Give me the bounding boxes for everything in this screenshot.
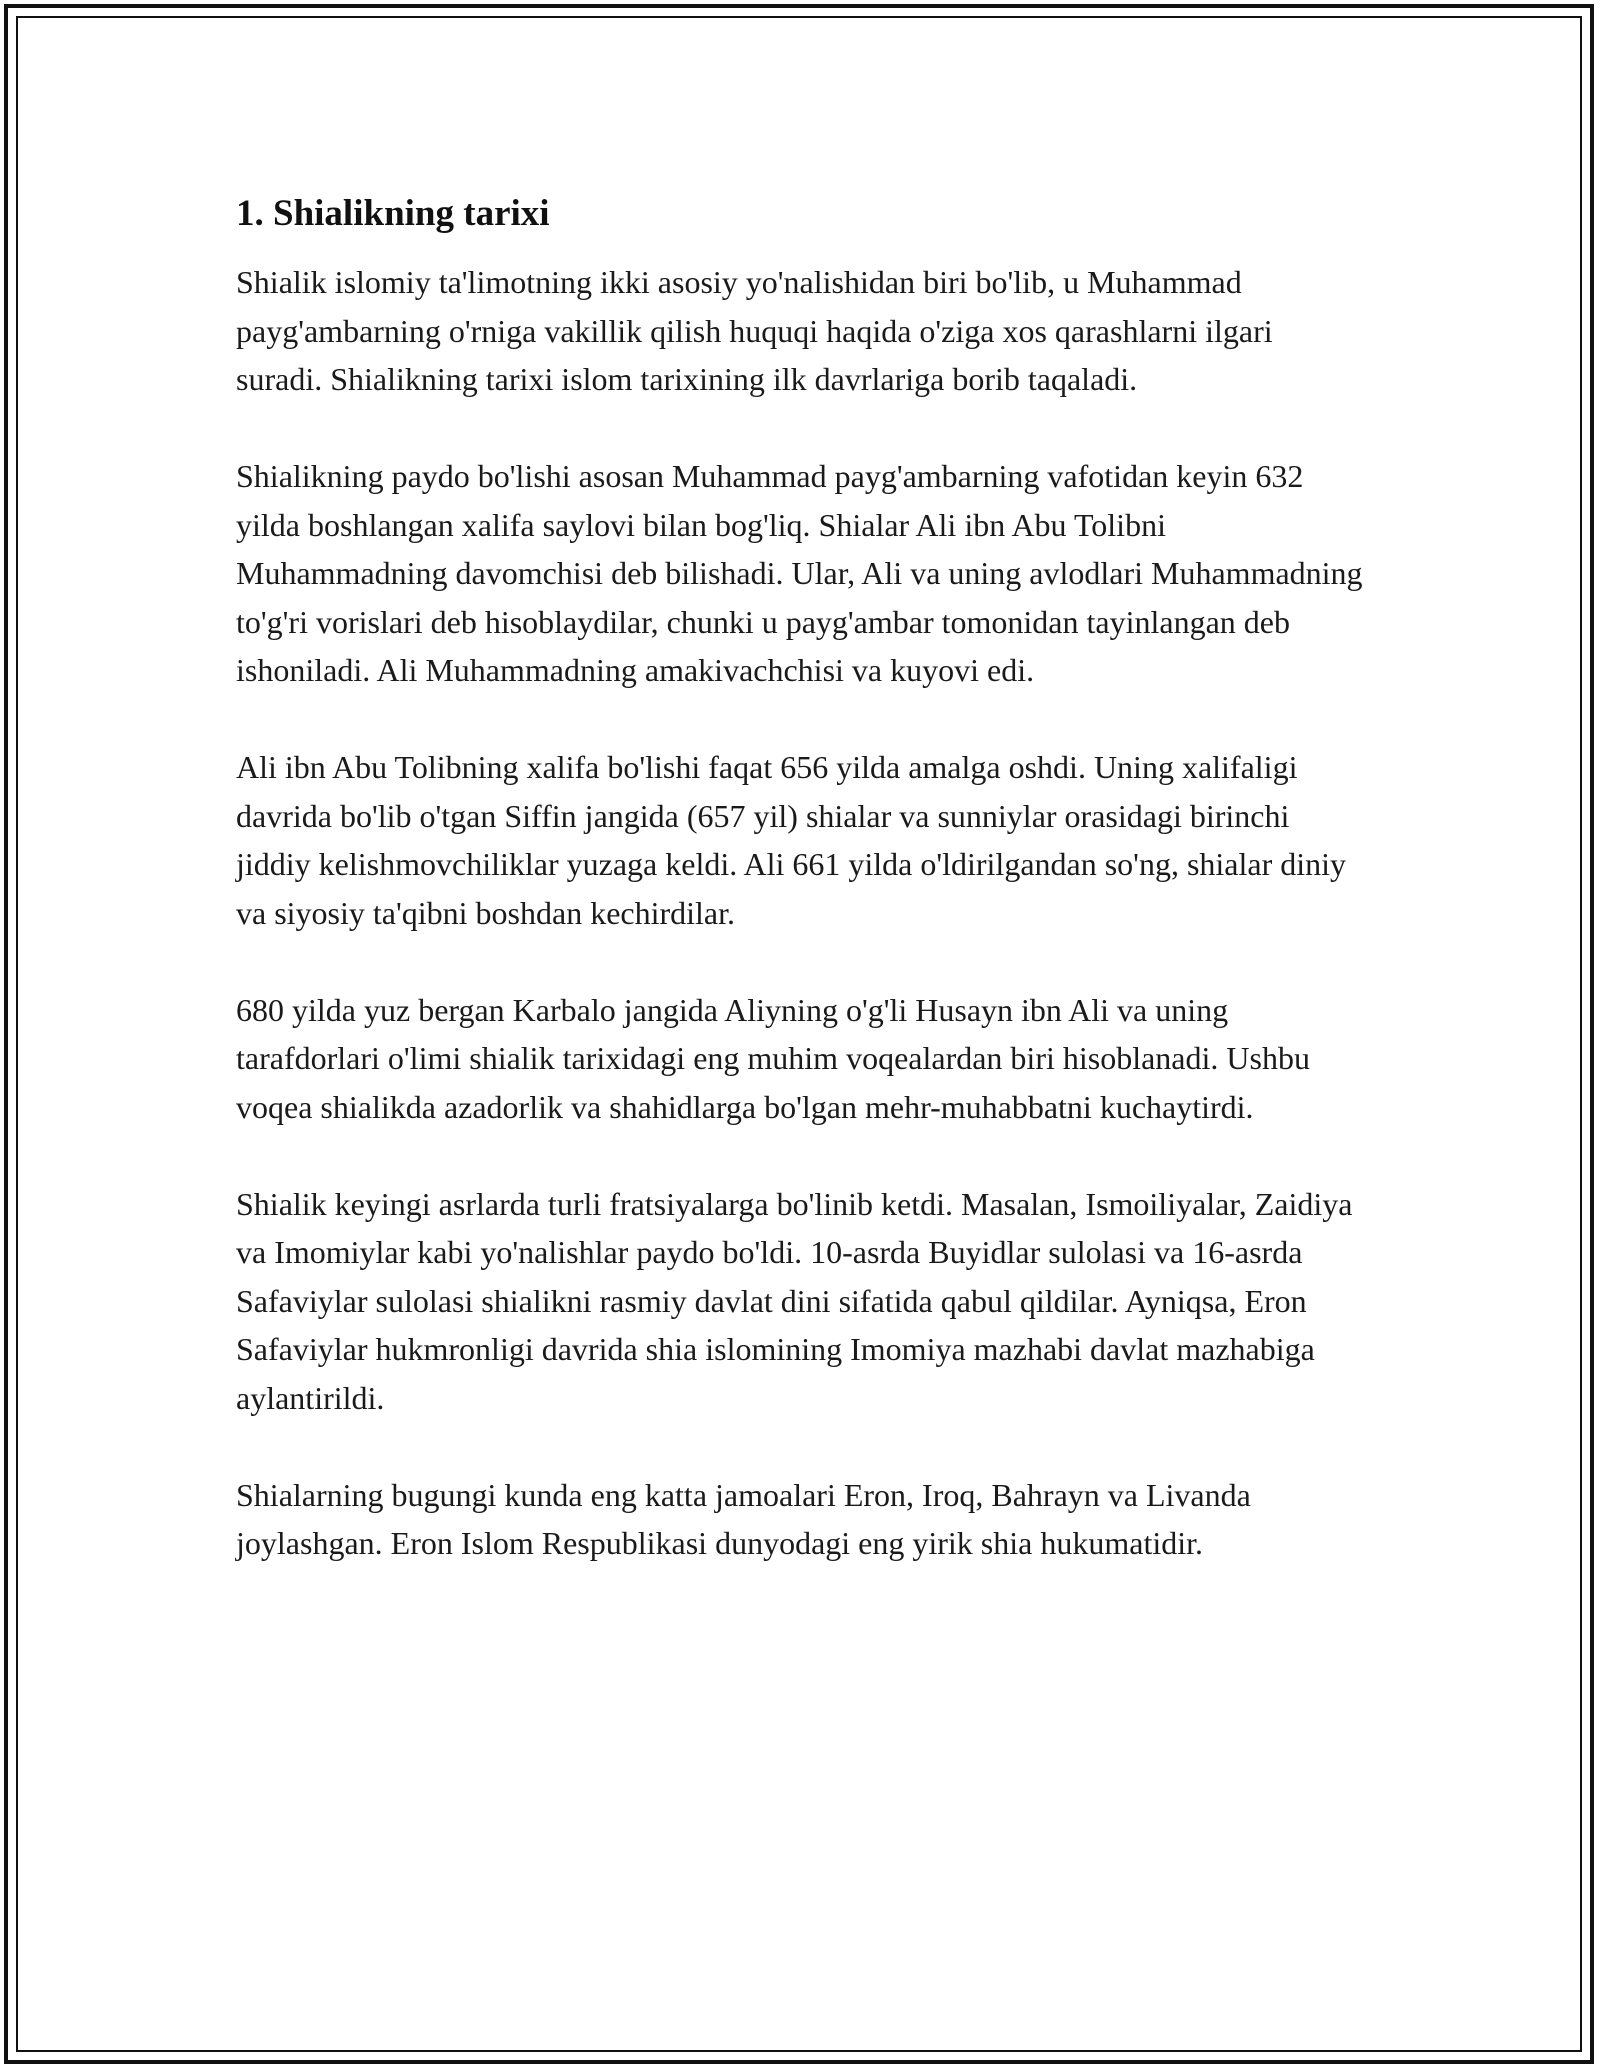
paragraph-3: Ali ibn Abu Tolibning xalifa bo'lishi faqat 656 yilda amalga oshdi. Uning xalifaligi davrida bo'lib o'tgan Siffin jangida (657 yil) shialar va sunniylar orasidagi birinchi jiddiy kelishmovchiliklar yuzaga keldi. Ali 661 yilda o'ldirilgandan so'ng, shialar diniy va siyosiy ta'qibni boshdan kechirdilar. [236,749,1347,931]
paragraph-4: 680 yilda yuz bergan Karbalo jangida Aliyning o'g'li Husayn ibn Ali va uning tarafdorlari o'limi shialik tarixidagi eng muhim voqealardan biri hisoblanadi. Ushbu voqea shialikda azadorlik va shahidlarga bo'lgan mehr-muhabbatni kuchaytirdi. [236,991,1310,1125]
paragraph-2: Shialikning paydo bo'lishi asosan Muhammad payg'ambarning vafotidan keyin 632 yilda boshlangan xalifa saylovi bilan bog'liq. Shialar Ali ibn Abu Tolibni Muhammadning davomchisi deb bilishadi. Ular, Ali va uning avlodlari Muhammadning to'g'ri vorislari deb hisoblaydilar, chunki u payg'ambar tomonidan tayinlangan deb ishoniladi. Ali Muhammadning amakivachchisi va kuyovi edi. [236,458,1363,688]
paragraph-5: Shialik keyingi asrlarda turli fratsiyalarga bo'linib ketdi. Masalan, Ismoiliyalar, Zaidiya va Imomiylar kabi yo'nalishlar paydo bo'ldi. 10-asrda Buyidlar sulolasi va 16-asrda Safaviylar sulolasi shialikni rasmiy davlat dini sifatida qabul qildilar. Ayniqsa, Eron Safaviylar hukmronligi davrida shia islomining Imomiya mazhabi davlat mazhabiga aylantirildi. [236,1185,1353,1416]
document-body [236,190,1366,1616]
paragraph-6: Shialarning bugungi kunda eng katta jamoalari Eron, Iroq, Bahrayn va Livanda joylashgan. Eron Islom Respublikasi dunyodagi eng yirik shia hukumatidir. [236,1476,1251,1561]
paragraph-1: Shialik islomiy ta'limotning ikki asosiy yo'nalishidan biri bo'lib, u Muhammad payg'ambarning o'rniga vakillik qilish huquqi haqida o'ziga xos qarashlarni ilgari suradi. Shialikning tarixi islom tarixining ilk davrlariga borib taqaladi. [236,264,1273,397]
section-title: 1. Shialikning tarixi [236,193,550,234]
